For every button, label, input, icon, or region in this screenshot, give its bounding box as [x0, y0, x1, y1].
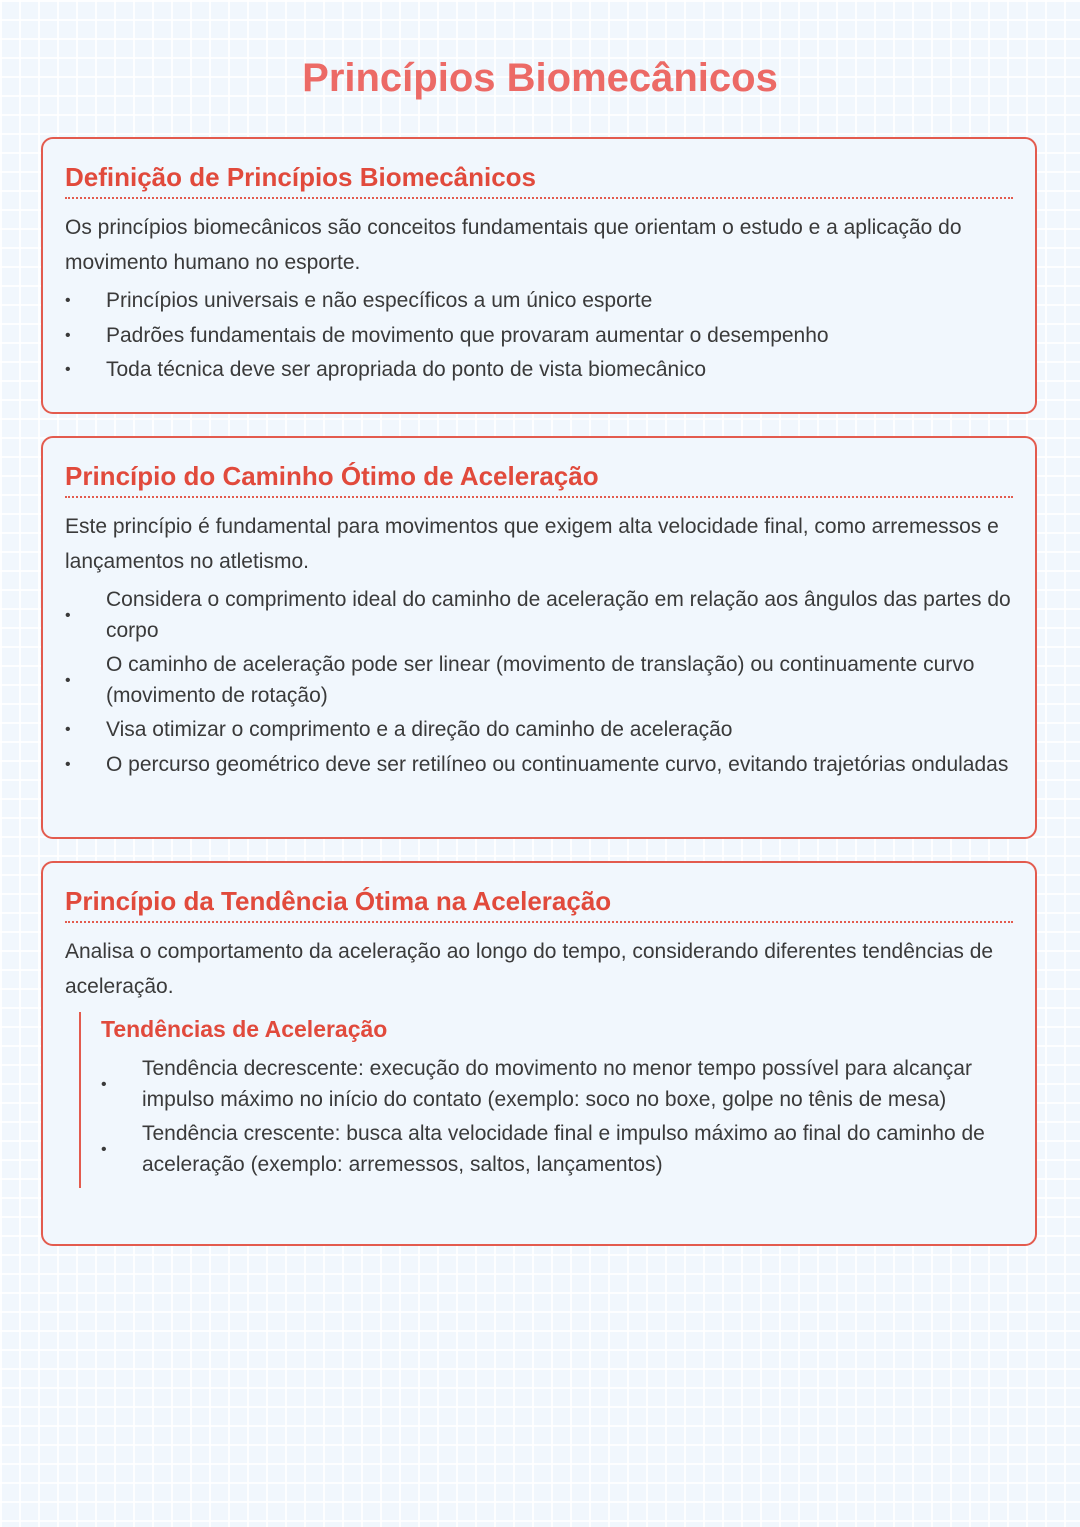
- bullet-icon: •: [65, 361, 71, 379]
- bullet-icon: •: [65, 292, 71, 310]
- section-title: Princípio da Tendência Ótima na Aceleração: [65, 883, 1013, 923]
- bullet-icon: •: [65, 606, 71, 624]
- list-item: [65, 321, 1013, 352]
- page-title: Princípios Biomecânicos: [302, 56, 778, 100]
- list-item: [65, 750, 1013, 781]
- bullet-icon: •: [65, 755, 71, 773]
- bullet-list: [65, 585, 1013, 780]
- bullet-icon: •: [65, 326, 71, 344]
- section-text: Analisa o comportamento da aceleração ao longo do tempo, considerando diferentes tendências de aceleração.: [65, 940, 994, 998]
- list-item: [65, 286, 1013, 317]
- section-tendencia-otima: [41, 861, 1037, 1246]
- list-item-text: O caminho de aceleração pode ser linear (movimento de translação) ou continuamente curvo (movimento de rotação): [106, 653, 975, 707]
- section-text: Os princípios biomecânicos são conceitos fundamentais que orientam o estudo e a aplicação do movimento humano no esporte.: [65, 216, 962, 274]
- list-item: [65, 650, 1013, 711]
- list-item: [65, 585, 1013, 646]
- section-definicao: [41, 137, 1037, 414]
- list-item-text: O percurso geométrico deve ser retilíneo ou continuamente curvo, evitando trajetórias onduladas: [106, 752, 1009, 776]
- bullet-list: [65, 286, 1013, 386]
- bullet-icon: •: [65, 721, 71, 739]
- list-item-text: Tendência crescente: busca alta velocidade final e impulso máximo ao final do caminho de aceleração (exemplo: arremessos, saltos, lançamentos): [142, 1122, 985, 1176]
- bullet-icon: •: [101, 1140, 107, 1158]
- list-item: [101, 1119, 1013, 1180]
- list-item-text: Toda técnica deve ser apropriada do ponto de vista biomecânico: [106, 358, 707, 381]
- list-item: [101, 1054, 1013, 1115]
- section-title: Definição de Princípios Biomecânicos: [65, 159, 1013, 199]
- list-item-text: Princípios universais e não específicos a um único esporte: [106, 289, 653, 312]
- bullet-icon: •: [65, 671, 71, 689]
- list-item: [65, 715, 1013, 746]
- subsection-tendencias: [79, 1012, 1013, 1188]
- section-title: Princípio do Caminho Ótimo de Aceleração: [65, 458, 1013, 498]
- list-item-text: Considera o comprimento ideal do caminho de aceleração em relação aos ângulos das partes do corpo: [106, 588, 1011, 642]
- list-item-text: Tendência decrescente: execução do movimento no menor tempo possível para alcançar impulso máximo no início do contato (exemplo: soco no boxe, golpe no tênis de mesa): [142, 1057, 972, 1111]
- bullet-list: [101, 1054, 1013, 1180]
- list-item: [65, 355, 1013, 386]
- list-item-text: Padrões fundamentais de movimento que provaram aumentar o desempenho: [106, 323, 829, 347]
- section-text: Este princípio é fundamental para movimentos que exigem alta velocidade final, como arremessos e lançamentos no atletismo.: [65, 515, 999, 573]
- section-caminho-otimo: [41, 436, 1037, 839]
- list-item-text: Visa otimizar o comprimento e a direção do caminho de aceleração: [106, 718, 733, 741]
- subsection-title: Tendências de Aceleração: [101, 1016, 388, 1042]
- bullet-icon: •: [101, 1075, 107, 1093]
